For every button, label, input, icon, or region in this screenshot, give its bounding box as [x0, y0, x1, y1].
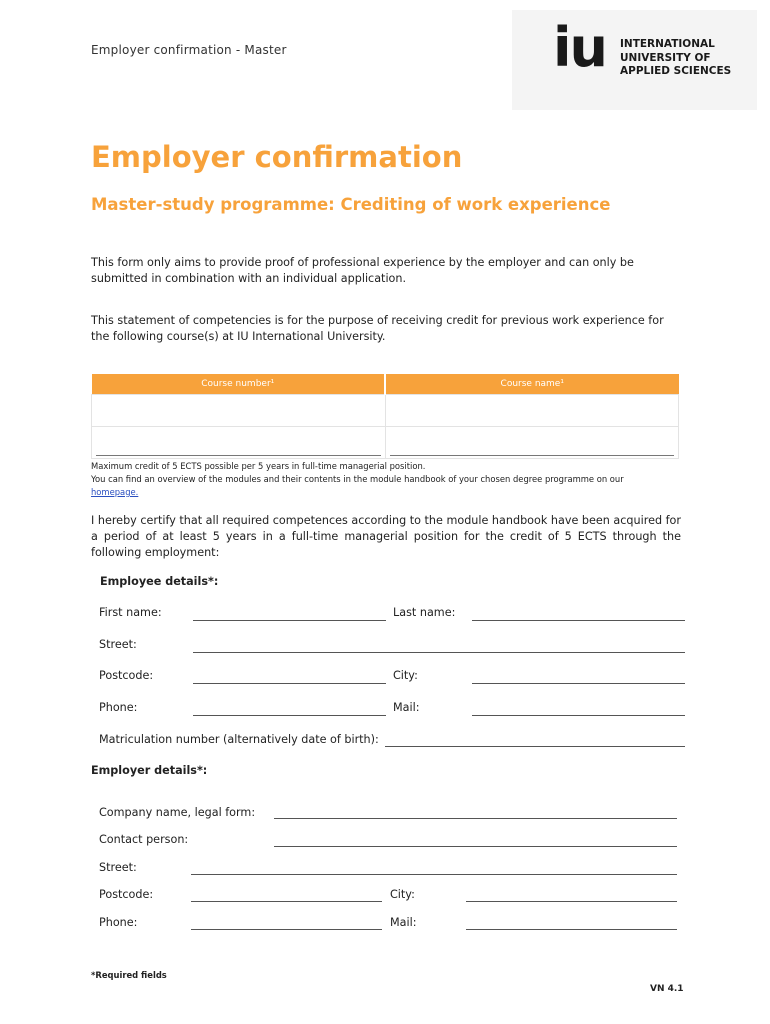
table-notes — [91, 460, 671, 499]
required-fields-note: *Required fields — [91, 970, 167, 980]
employee-phone-field[interactable] — [193, 715, 386, 716]
page-subtitle: Master-study programme: Crediting of work experience — [91, 195, 611, 214]
course-number-field-1[interactable] — [92, 395, 386, 427]
iu-logo-mark: iu — [553, 16, 606, 79]
homepage-link[interactable]: homepage. — [91, 487, 139, 497]
employer-postcode-field[interactable] — [191, 901, 382, 902]
employee-city-field[interactable] — [472, 683, 685, 684]
certification-paragraph: I hereby certify that all required competences according to the module handbook have been acquired for a period of at least 5 years in a full-time managerial position for the credit of 5 ECTS through the following employment: — [91, 514, 681, 559]
employer-details-heading: Employer details*: — [91, 764, 208, 777]
employer-street-field[interactable] — [191, 874, 677, 875]
matriculation-label: Matriculation number (alternatively date of birth): — [99, 733, 379, 746]
employer-street-label: Street: — [99, 861, 137, 874]
course-number-field-2[interactable] — [92, 427, 386, 459]
employee-last-name-label: Last name: — [393, 606, 456, 619]
logo-line-1: INTERNATIONAL — [620, 38, 715, 50]
intro-paragraph-1: This form only aims to provide proof of professional experience by the employer and can only be submitted in combination with an individual application. — [91, 256, 634, 285]
course-name-underline — [390, 454, 675, 456]
intro-paragraph-2: This statement of competencies is for the purpose of receiving credit for previous work experience for the following course(s) at IU International University. — [91, 314, 664, 343]
employee-details-heading: Employee details*: — [100, 575, 219, 588]
employee-city-label: City: — [393, 669, 418, 682]
company-name-field[interactable] — [274, 818, 677, 819]
document-header-label: Employer confirmation - Master — [91, 43, 287, 57]
contact-person-label: Contact person: — [99, 833, 189, 846]
note-overview-text: You can find an overview of the modules and their contents in the module handbook of your chosen degree programme on our — [91, 474, 624, 484]
logo-line-3: APPLIED SCIENCES — [620, 65, 732, 77]
course-name-field-1[interactable] — [385, 395, 679, 427]
employer-city-field[interactable] — [466, 901, 677, 902]
employee-last-name-field[interactable] — [472, 620, 685, 621]
table-row — [92, 427, 679, 459]
note-max-credit: Maximum credit of 5 ECTS possible per 5 years in full-time managerial position. — [91, 461, 426, 471]
employer-phone-field[interactable] — [191, 929, 382, 930]
course-number-header: Course number¹ — [92, 374, 386, 395]
contact-person-field[interactable] — [274, 846, 677, 847]
version-number: VN 4.1 — [650, 984, 684, 994]
employee-postcode-label: Postcode: — [99, 669, 154, 682]
note-overview — [91, 473, 671, 499]
course-name-field-2[interactable] — [385, 427, 679, 459]
course-name-header: Course name¹ — [385, 374, 679, 395]
logo-line-2: UNIVERSITY OF — [620, 51, 711, 64]
matriculation-field[interactable] — [385, 746, 685, 747]
employee-first-name-field[interactable] — [193, 620, 386, 621]
iu-logo-text — [620, 38, 731, 79]
employee-street-field[interactable] — [193, 652, 685, 653]
employee-street-label: Street: — [99, 638, 137, 651]
employee-first-name-label: First name: — [99, 606, 162, 619]
employee-phone-label: Phone: — [99, 701, 138, 714]
employer-mail-label: Mail: — [390, 916, 417, 929]
employee-postcode-field[interactable] — [193, 683, 386, 684]
course-number-underline — [96, 454, 381, 456]
employer-postcode-label: Postcode: — [99, 888, 154, 901]
employee-mail-field[interactable] — [472, 715, 685, 716]
page-title: Employer confirmation — [91, 140, 463, 174]
company-name-label: Company name, legal form: — [99, 806, 256, 819]
course-table — [91, 374, 679, 459]
employee-mail-label: Mail: — [393, 701, 420, 714]
employer-city-label: City: — [390, 888, 415, 901]
employer-mail-field[interactable] — [466, 929, 677, 930]
employer-phone-label: Phone: — [99, 916, 138, 929]
table-row — [92, 395, 679, 427]
